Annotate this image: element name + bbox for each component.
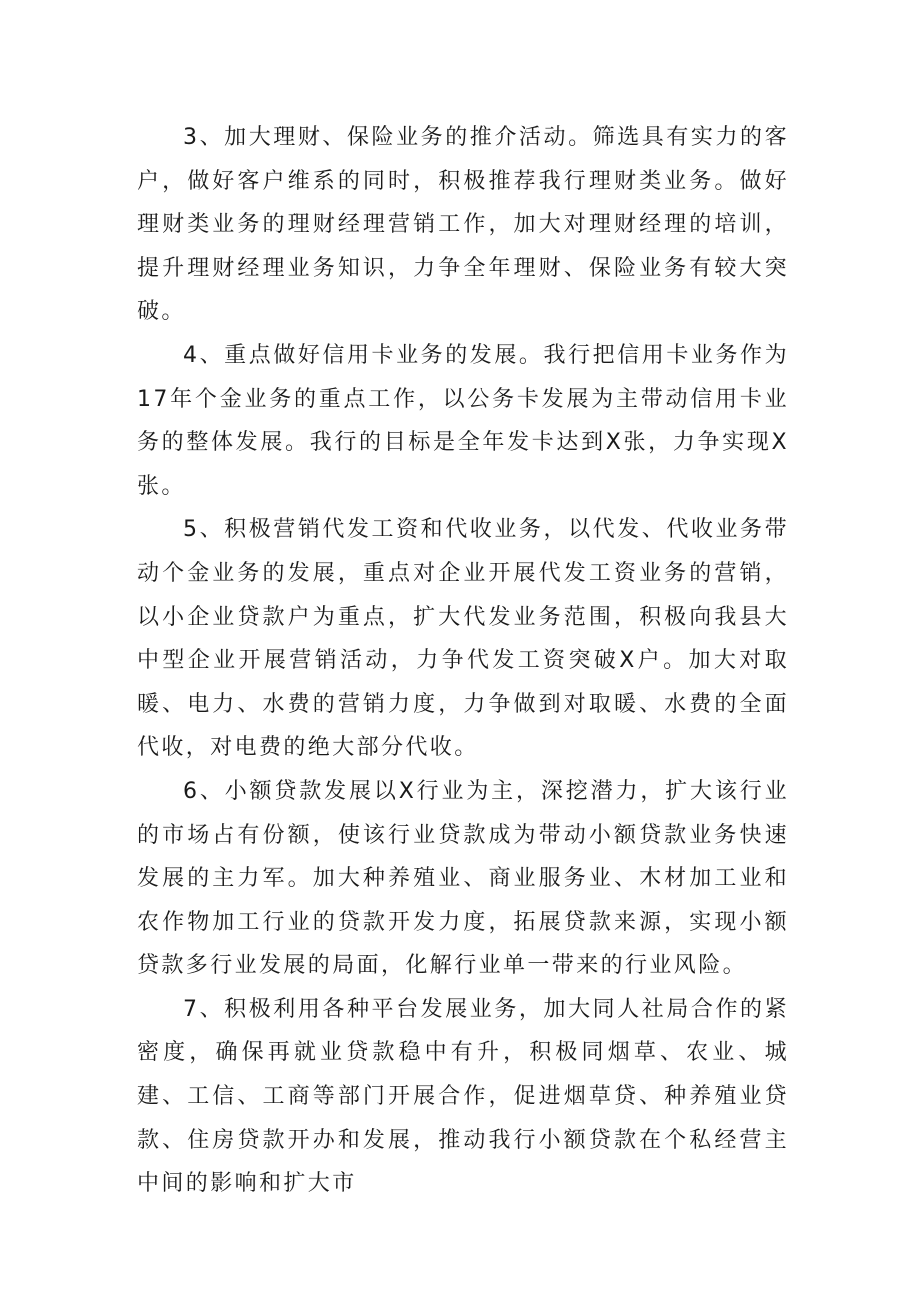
document-body [137, 116, 789, 1206]
paragraph-item-3: 3、加大理财、保险业务的推介活动。筛选具有实力的客户，做好客户维系的同时，积极推荐我行理财类业务。做好理财类业务的理财经理营销工作，加大对理财经理的培训，提升理财经理业务知识，力争全年理财、保险业务有较大突破。 [137, 125, 789, 325]
paragraph-item-5: 5、积极营销代发工资和代收业务，以代发、代收业务带动个金业务的发展，重点对企业开展代发工资业务的营销，以小企业贷款户为重点，扩大代发业务范围，积极向我县大中型企业开展营销活动，力争代发工资突破X户。加大对取暖、电力、水费的营销力度，力争做到对取暖、水费的全面代收，对电费的绝大部分代收。 [137, 517, 789, 761]
paragraph-item-7: 7、积极利用各种平台发展业务，加大同人社局合作的紧密度，确保再就业贷款稳中有升，积极同烟草、农业、城建、工信、工商等部门开展合作，促进烟草贷、种养殖业贷款、住房贷款开办和发展，推动我行小额贷款在个私经营主中间的影响和扩大市 [137, 996, 789, 1197]
paragraph-item-6: 6、小额贷款发展以X行业为主，深挖潜力，扩大该行业的市场占有份额，使该行业贷款成为带动小额贷款业务快速发展的主力军。加大种养殖业、商业服务业、木材加工业和农作物加工行业的贷款开发力度，拓展贷款来源，实现小额贷款多行业发展的局面，化解行业单一带来的行业风险。 [137, 778, 789, 979]
paragraph-item-4: 4、重点做好信用卡业务的发展。我行把信用卡业务作为17年个金业务的重点工作，以公务卡发展为主带动信用卡业务的整体发展。我行的目标是全年发卡达到X张，力争实现X张。 [137, 342, 789, 499]
